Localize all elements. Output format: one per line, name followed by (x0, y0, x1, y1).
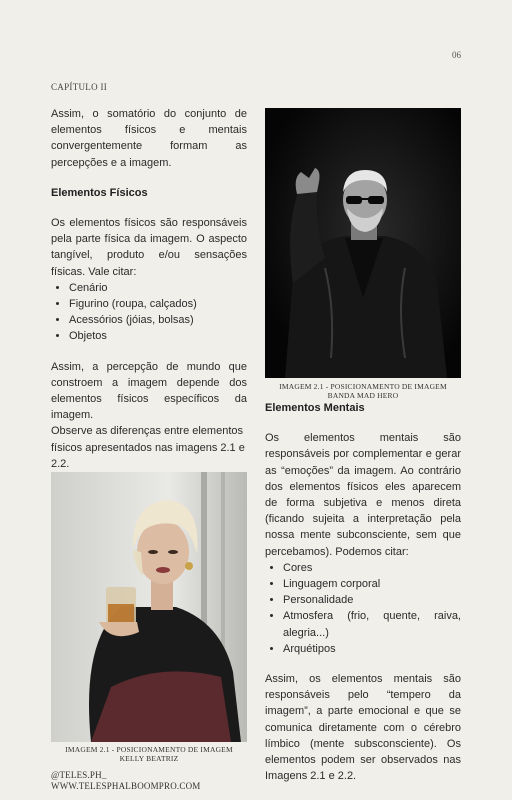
mental-elements-text: Os elementos mentais são responsáveis por complementar e gerar as “emoções” da imagem. Ao contrário dos elementos físicos eles aparecem de forma subjetiva e menos direta (ficando sujeita a interpretação pela nossa mente subconsciente, sem que percebamos). Podemos citar: (265, 432, 461, 558)
list-item: • Cenário (69, 280, 247, 296)
list-item: • Personalidade (283, 592, 461, 608)
observe-paragraph: Observe as diferenças entre elementos físicos apresentados nas imagens 2.1 e 2.2. (51, 425, 245, 470)
intro-paragraph: Assim, o somatório do conjunto de elementos físicos e mentais convergentemente formam as percepções e a imagem. (51, 108, 247, 169)
image-caption-right (265, 382, 461, 400)
photo-kelly-beatriz (51, 472, 247, 742)
list-item: • Figurino (roupa, calçados) (69, 296, 247, 312)
physical-elements-heading: Elementos Físicos (51, 186, 148, 199)
list-item: • Acessórios (jóias, bolsas) (69, 312, 247, 328)
right-column (265, 400, 461, 784)
left-column (51, 106, 247, 472)
physical-elements-list (51, 280, 247, 345)
caption-line: IMAGEM 2.1 - POSICIONAMENTO DE IMAGEM (279, 382, 447, 391)
caption-line: BANDA MAD HERO (327, 391, 399, 400)
closing-paragraph: Assim, os elementos mentais são responsáveis pelo “tempero da imagem”, a parte emocional e que se comunica diretamente com o cérebro límbico (mente subsconsciente). Os elementos podem ser observados nas Imagens 2.1 e 2.2. (265, 673, 461, 783)
list-item: • Arquétipos (283, 641, 461, 657)
list-item: • Linguagem corporal (283, 576, 461, 592)
photo-band-mad-hero (265, 108, 461, 378)
list-item: • Atmosfera (frio, quente, raiva, alegria...) (283, 608, 461, 640)
chapter-label: CAPÍTULO II (51, 82, 108, 92)
list-item: • Cores (283, 560, 461, 576)
image-caption-left (51, 745, 247, 763)
footer (51, 770, 200, 792)
footer-handle: @TELES.PH_ (51, 770, 107, 780)
mental-elements-heading: Elementos Mentais (265, 402, 365, 414)
caption-line: KELLY BEATRIZ (119, 754, 179, 763)
list-item: • Objetos (69, 328, 247, 344)
footer-website: WWW.TELESPHALBOOMPRO.COM (51, 781, 201, 791)
perception-paragraph: Assim, a percepção de mundo que constroem a imagem depende dos elementos físicos específicos da imagem. (51, 360, 247, 422)
page-number: 06 (452, 50, 461, 60)
caption-line: IMAGEM 2.1 - POSICIONAMENTO DE IMAGEM (65, 745, 233, 754)
mental-elements-list (265, 560, 461, 657)
physical-elements-text: Os elementos físicos são responsáveis pela parte física da imagem. O aspecto tangível, produto e/ou sensações físicas. Vale citar: (51, 217, 247, 278)
